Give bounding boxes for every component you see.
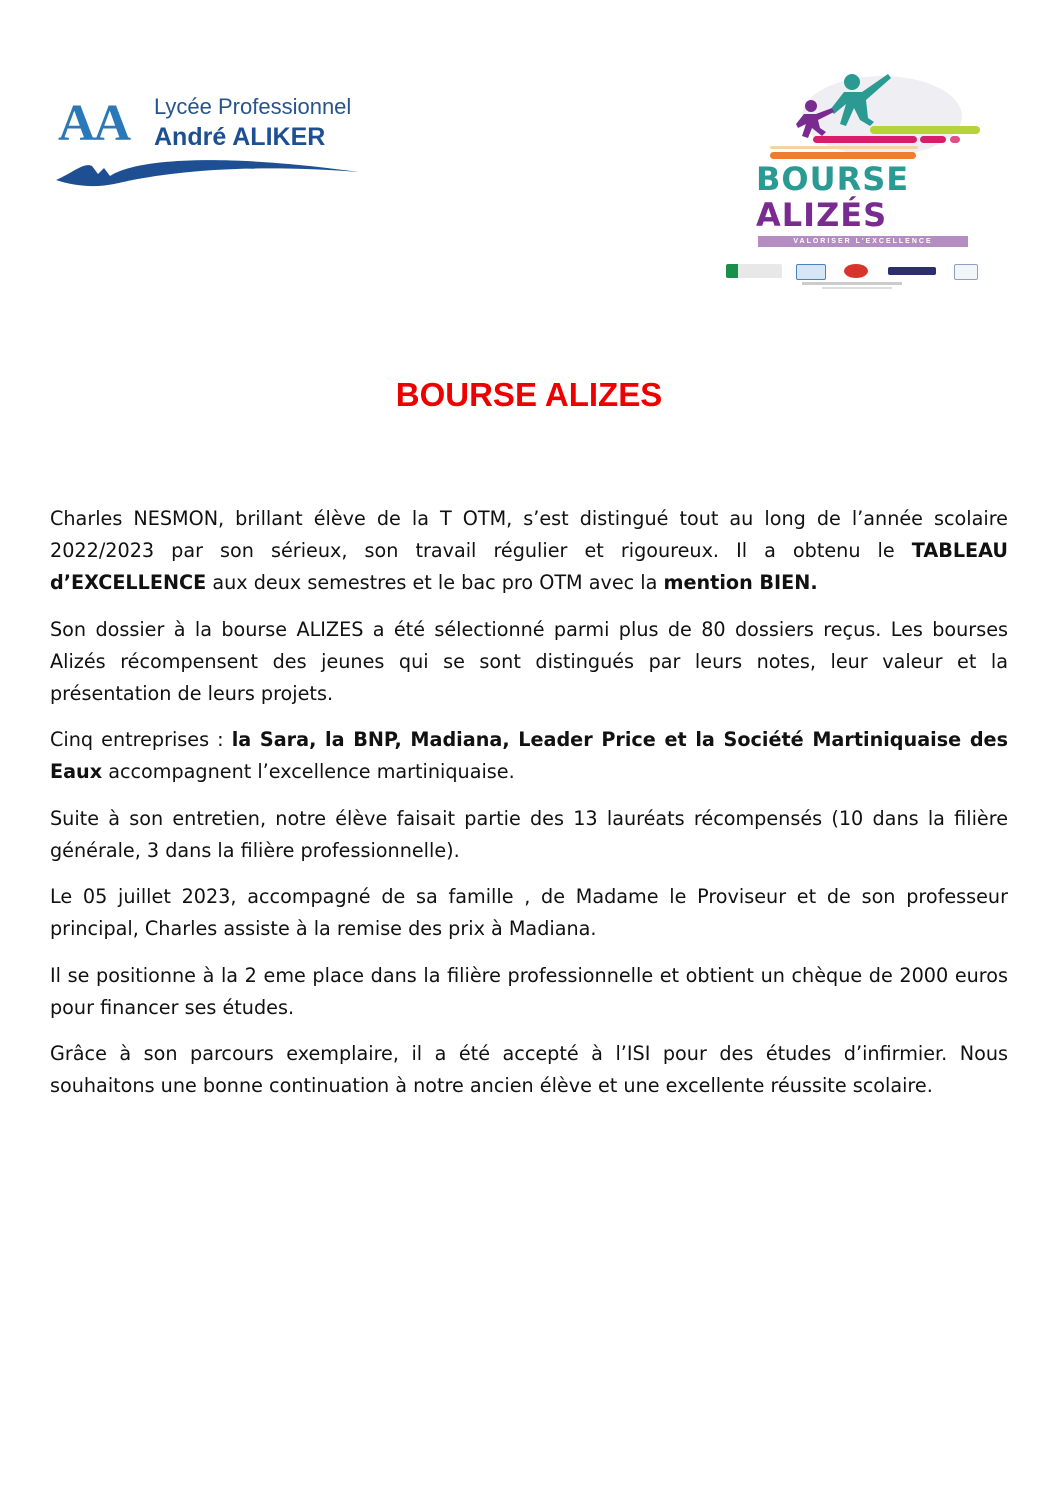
page-title: BOURSE ALIZES xyxy=(395,376,663,413)
paragraph-3-text-a: Cinq entreprises : xyxy=(50,728,232,751)
bourse-logo-word1: BOURSE xyxy=(756,160,910,198)
paragraph-4: Suite à son entretien, notre élève faisait partie des 13 lauréats récompensés (10 dans la filière générale, 3 dans la filière professionnelle). xyxy=(50,806,1008,862)
bourse-alizes-logo xyxy=(712,66,982,292)
sponsor-logos xyxy=(716,264,980,280)
wave-icon xyxy=(54,154,364,190)
paragraph-5: Le 05 juillet 2023, accompagné de sa famille , de Madame le Proviseur et de son professeur principal, Charles assiste à la remise des prix à Madiana. xyxy=(50,885,1008,940)
paragraph-7: Grâce à son parcours exemplaire, il a été accepté à l’ISI pour des études d’infirmier. Nous souhaitons une bonne continuation à notre ancien élève et une excellente réussite scolaire. xyxy=(50,1042,1008,1097)
sme-logo xyxy=(954,264,978,280)
paragraph-6: Il se positionne à la 2 eme place dans la filière professionnelle et obtient un chèque de 2000 euros pour financer ses études. xyxy=(50,963,1008,1019)
bnp-logo xyxy=(726,264,782,278)
sara-logo xyxy=(796,264,826,280)
bourse-logo-word2: ALIZÉS xyxy=(756,196,888,234)
school-monogram: AA xyxy=(58,95,130,152)
paragraph-1-bold-a: TABLEAU d’EXCELLENCE xyxy=(50,539,1008,594)
paragraph-3 xyxy=(50,724,1008,788)
paragraph-1 xyxy=(50,503,1008,599)
bourse-logo-tagline: VALORISER L'EXCELLENCE xyxy=(758,236,968,247)
paragraph-3-text-b: accompagnent l’excellence martiniquaise. xyxy=(102,760,515,783)
paragraph-1-text-b: aux deux semestres et le bac pro OTM avec la xyxy=(206,571,664,594)
climbing-figures-icon xyxy=(712,66,982,162)
school-logo-line2: André ALIKER xyxy=(154,123,326,151)
school-logo-line1: Lycée Professionnel xyxy=(154,94,352,119)
paragraph-2: Son dossier à la bourse ALIZES a été sélectionné parmi plus de 80 dossiers reçus. Les bourses Alizés récompensent des jeunes qui se sont distingués par leurs notes, leur valeur et la présentation de leurs projets. xyxy=(50,617,1008,705)
article-body xyxy=(50,503,1008,1117)
school-logo xyxy=(54,90,374,190)
sponsor-footer-line xyxy=(802,282,902,285)
leader-price-logo xyxy=(844,264,868,278)
sponsor-footer-line xyxy=(822,287,892,289)
paragraph-3-bold: la Sara, la BNP, Madiana, Leader Price et la Société Martiniquaise des Eaux xyxy=(50,728,1008,783)
madiana-logo xyxy=(888,267,936,275)
paragraph-1-text-a: Charles NESMON, brillant élève de la T OTM, s’est distingué tout au long de l’année scolaire 2022/2023 par son sérieux, son travail régulier et rigoureux. Il a obtenu le xyxy=(50,507,1008,562)
paragraph-1-bold-b: mention BIEN. xyxy=(663,571,818,594)
